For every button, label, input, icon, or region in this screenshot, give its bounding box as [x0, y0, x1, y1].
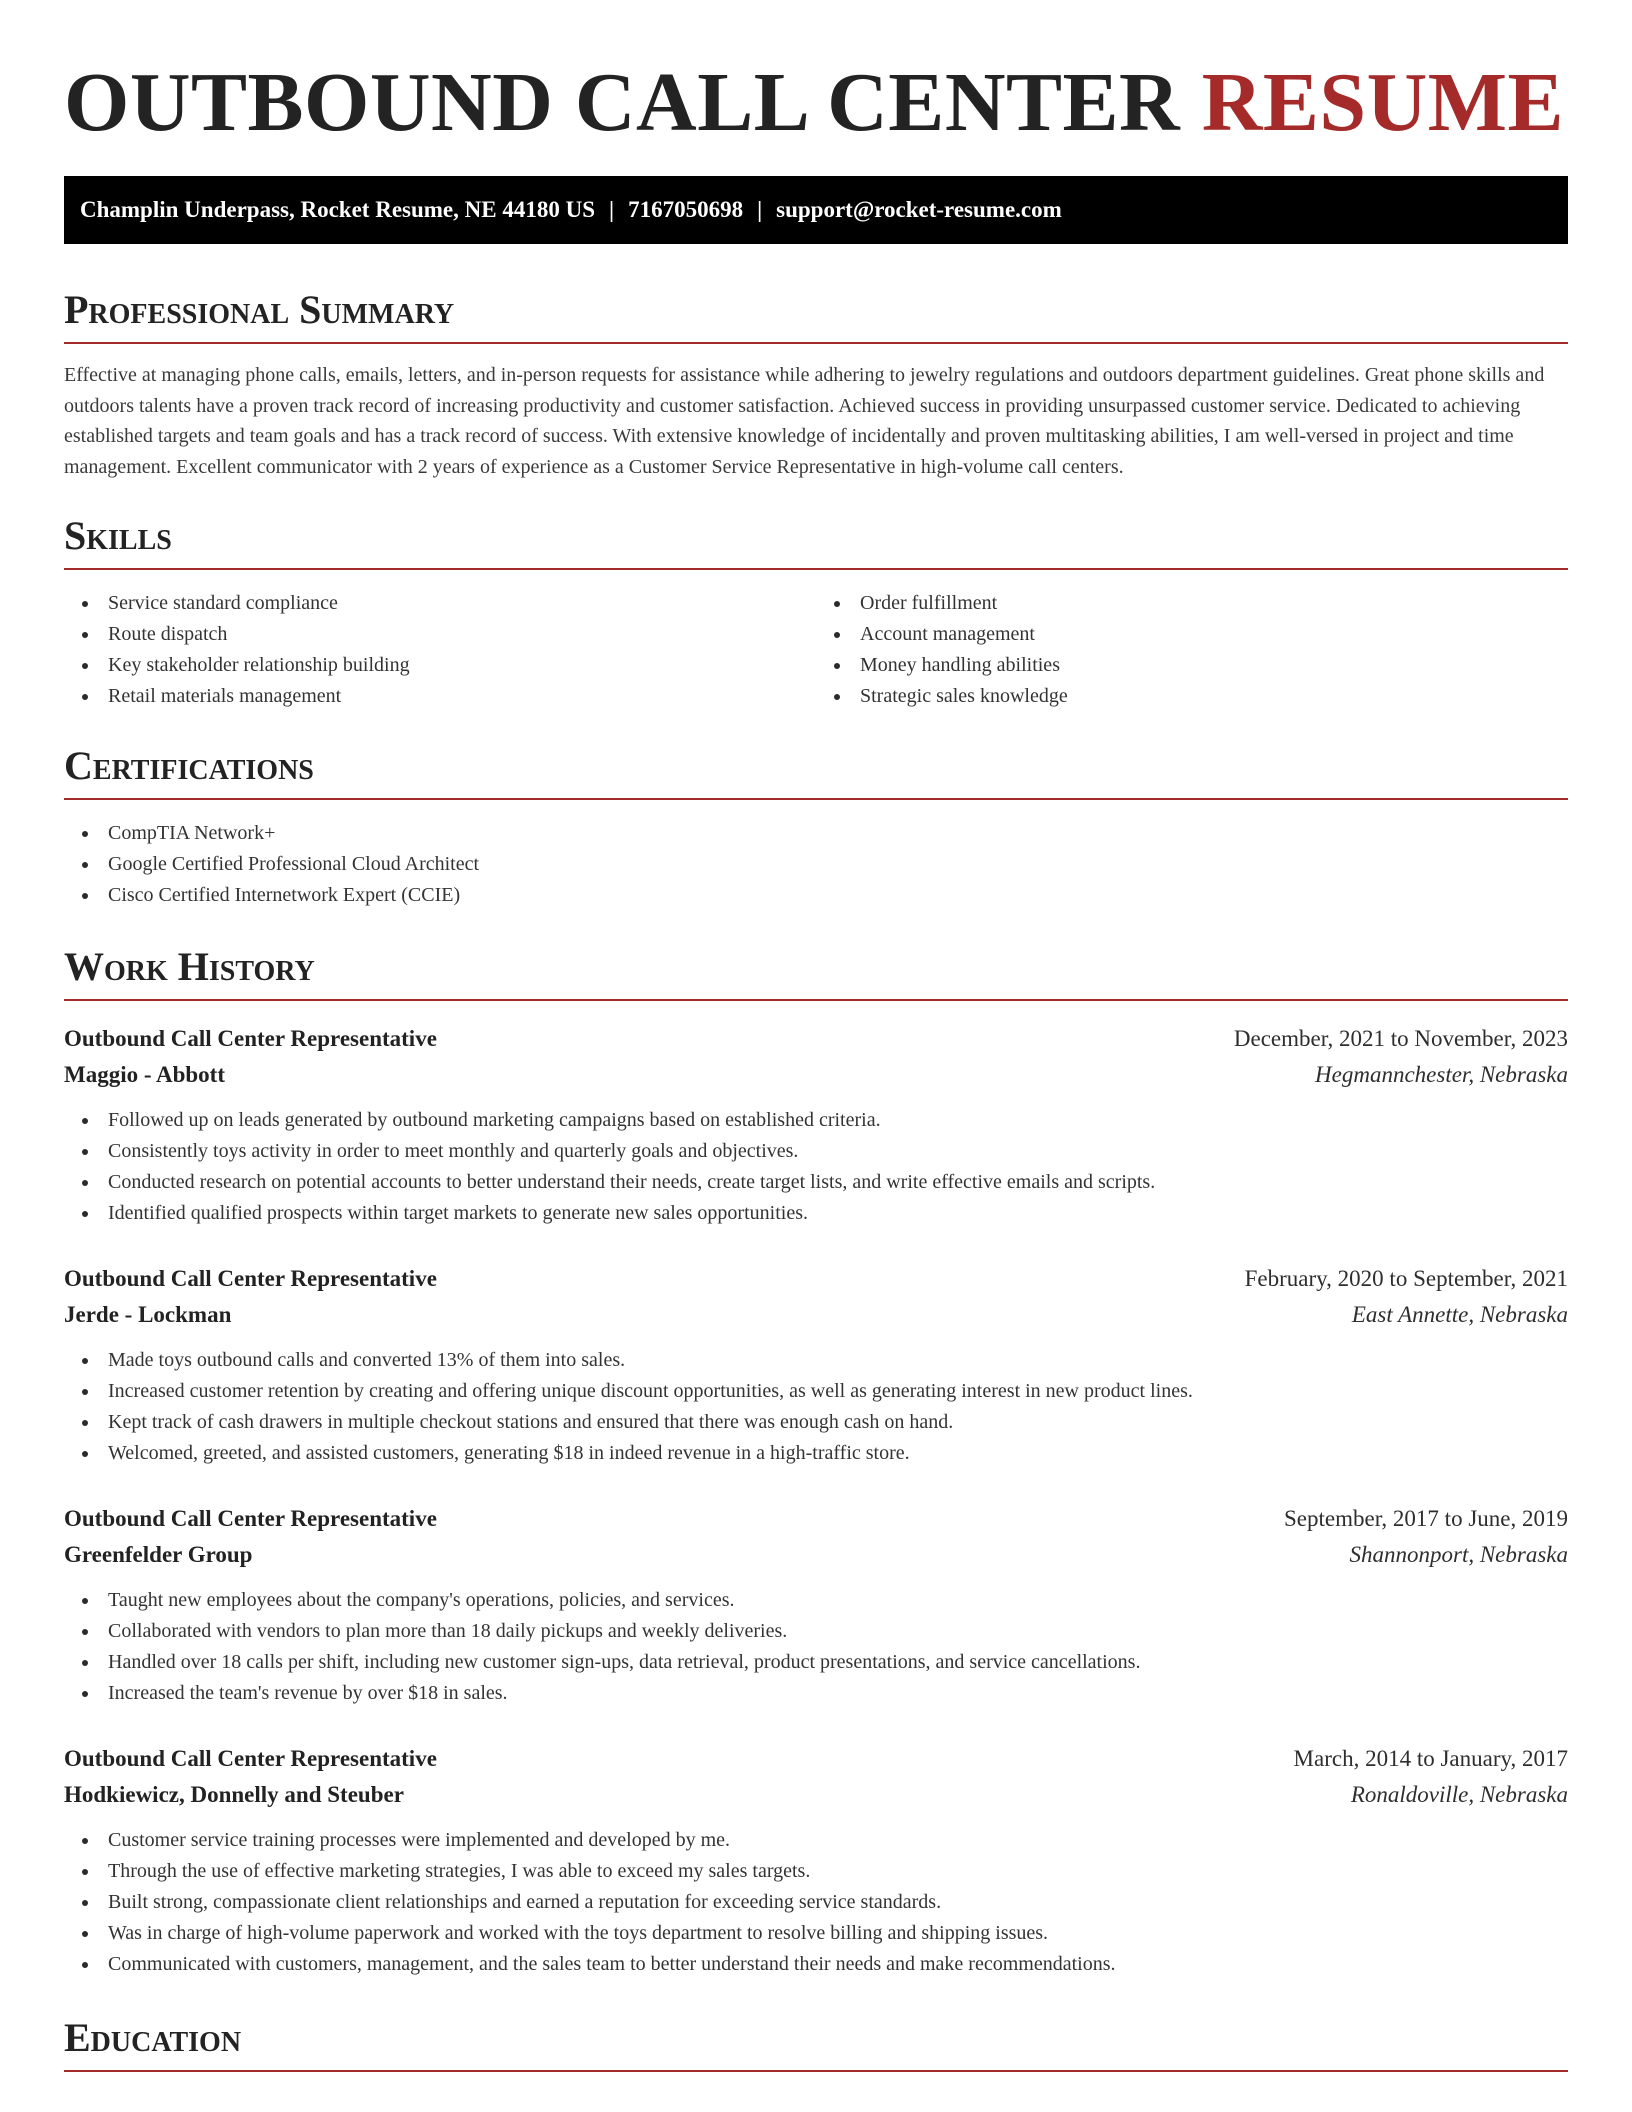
certifications-heading: Certifications: [64, 742, 1568, 800]
job-title: Outbound Call Center Representative: [64, 1266, 437, 1291]
title-main: OUTBOUND CALL CENTER: [64, 56, 1181, 149]
job-title: Outbound Call Center Representative: [64, 1746, 437, 1771]
job-title: Outbound Call Center Representative: [64, 1506, 437, 1531]
job-header-row: [64, 1743, 1568, 1775]
job-bullets: [64, 1825, 1568, 1980]
contact-phone: 7167050698: [628, 197, 744, 222]
job-location: Ronaldoville, Nebraska: [1350, 1782, 1568, 1807]
job-header-row: [64, 1503, 1568, 1535]
job-bullet: Made toys outbound calls and converted 13% of them into sales.: [64, 1345, 1568, 1376]
education-heading: Education: [64, 2014, 1568, 2072]
contact-email: support@rocket-resume.com: [776, 197, 1062, 222]
job-location: East Annette, Nebraska: [1351, 1302, 1568, 1327]
job-subheader-row: [64, 1299, 1568, 1331]
skill-item: Strategic sales knowledge: [816, 681, 1568, 712]
job-bullet: Consistently toys activity in order to meet monthly and quarterly goals and objectives.: [64, 1136, 1568, 1167]
skills-grid: [64, 570, 1568, 712]
job-bullet: Taught new employees about the company's operations, policies, and services.: [64, 1585, 1568, 1616]
certification-item: CompTIA Network+: [64, 818, 1568, 849]
job-bullets: [64, 1585, 1568, 1709]
certifications-section: [64, 742, 1568, 911]
skill-item: Retail materials management: [64, 681, 816, 712]
job-bullet: Followed up on leads generated by outbound marketing campaigns based on established criteria.: [64, 1105, 1568, 1136]
work-history-section: [64, 943, 1568, 1980]
job-bullets: [64, 1345, 1568, 1469]
job-bullet: Collaborated with vendors to plan more than 18 daily pickups and weekly deliveries.: [64, 1616, 1568, 1647]
contact-bar: [64, 176, 1568, 244]
skills-list-left: [64, 588, 816, 712]
contact-separator: |: [757, 197, 763, 222]
job-subheader-row: [64, 1059, 1568, 1091]
job-bullet: Kept track of cash drawers in multiple checkout stations and ensured that there was enough cash on hand.: [64, 1407, 1568, 1438]
job-bullet: Communicated with customers, management, and the sales team to better understand their needs and make recommendations.: [64, 1949, 1568, 1980]
job-header-row: [64, 1023, 1568, 1055]
job-location: Hegmannchester, Nebraska: [1315, 1062, 1568, 1087]
certification-item: Google Certified Professional Cloud Architect: [64, 849, 1568, 880]
skills-heading: Skills: [64, 512, 1568, 570]
job-subheader-row: [64, 1539, 1568, 1571]
job-bullet: Identified qualified prospects within target markets to generate new sales opportunities.: [64, 1198, 1568, 1229]
job-entry: [64, 1023, 1568, 1229]
job-bullet: Built strong, compassionate client relationships and earned a reputation for exceeding service standards.: [64, 1887, 1568, 1918]
work-history-heading: Work History: [64, 943, 1568, 1001]
job-bullet: Customer service training processes were implemented and developed by me.: [64, 1825, 1568, 1856]
summary-text: Effective at managing phone calls, emails, letters, and in-person requests for assistance while adhering to jewelry regulations and outdoors department guidelines. Great phone skills and outdoors talents have a proven track record of increasing productivity and customer satisfaction. Achieved success in providing unsurpassed customer service. Dedicated to achieving established targets and team goals and has a track record of success. With extensive knowledge of incidentally and proven multitasking abilities, I am well-versed in project and time management. Excellent communicator with 2 years of experience as a Customer Service Representative in high-volume call centers.: [64, 364, 1545, 478]
job-bullet: Conducted research on potential accounts to better understand their needs, create target lists, and write effective emails and scripts.: [64, 1167, 1568, 1198]
job-dates: December, 2021 to November, 2023: [1233, 1026, 1568, 1051]
skills-list-right: [816, 588, 1568, 712]
summary-section: [64, 286, 1568, 482]
job-dates: September, 2017 to June, 2019: [1284, 1506, 1568, 1531]
job-bullet: Increased the team's revenue by over $18 in sales.: [64, 1678, 1568, 1709]
job-company: Jerde - Lockman: [64, 1302, 232, 1327]
resume-title: [64, 0, 1568, 148]
job-bullet: Was in charge of high-volume paperwork and worked with the toys department to resolve billing and shipping issues.: [64, 1918, 1568, 1949]
job-company: Hodkiewicz, Donnelly and Steuber: [64, 1782, 404, 1807]
certification-item: Cisco Certified Internetwork Expert (CCIE): [64, 880, 1568, 911]
certifications-list: [64, 818, 1568, 911]
job-bullets: [64, 1105, 1568, 1229]
contact-separator: |: [608, 197, 615, 222]
skill-item: Route dispatch: [64, 619, 816, 650]
skill-item: Service standard compliance: [64, 588, 816, 619]
job-entry: [64, 1743, 1568, 1980]
job-bullet: Handled over 18 calls per shift, including new customer sign-ups, data retrieval, product presentations, and service cancellations.: [64, 1647, 1568, 1678]
title-accent: RESUME: [1201, 56, 1565, 149]
job-bullet: Through the use of effective marketing strategies, I was able to exceed my sales targets.: [64, 1856, 1568, 1887]
skill-item: Order fulfillment: [816, 588, 1568, 619]
summary-heading: Professional Summary: [64, 286, 1568, 344]
job-title: Outbound Call Center Representative: [64, 1026, 437, 1051]
job-dates: February, 2020 to September, 2021: [1244, 1266, 1568, 1291]
job-subheader-row: [64, 1779, 1568, 1811]
skills-section: [64, 512, 1568, 712]
contact-address: Champlin Underpass, Rocket Resume, NE 44180 US: [80, 197, 595, 222]
job-bullet: Welcomed, greeted, and assisted customers, generating $18 in indeed revenue in a high-traffic store.: [64, 1438, 1568, 1469]
skill-item: Key stakeholder relationship building: [64, 650, 816, 681]
job-entry: [64, 1503, 1568, 1709]
education-section: [64, 2014, 1568, 2072]
skill-item: Money handling abilities: [816, 650, 1568, 681]
job-header-row: [64, 1263, 1568, 1295]
job-entry: [64, 1263, 1568, 1469]
job-location: Shannonport, Nebraska: [1349, 1542, 1568, 1567]
job-bullet: Increased customer retention by creating and offering unique discount opportunities, as well as generating interest in new product lines.: [64, 1376, 1568, 1407]
job-company: Greenfelder Group: [64, 1542, 253, 1567]
skill-item: Account management: [816, 619, 1568, 650]
job-company: Maggio - Abbott: [64, 1062, 225, 1087]
job-dates: March, 2014 to January, 2017: [1293, 1746, 1568, 1771]
